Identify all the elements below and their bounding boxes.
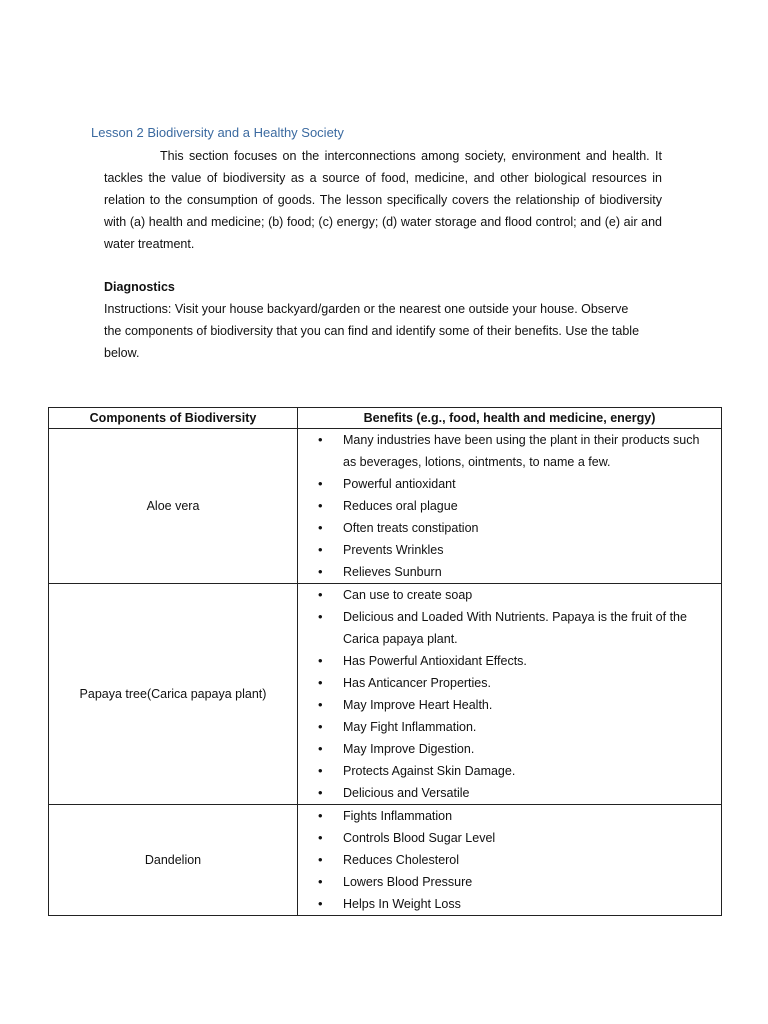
lesson-title: Lesson 2 Biodiversity and a Healthy Society	[91, 125, 344, 140]
benefits-list	[298, 584, 721, 804]
table-row	[49, 584, 722, 805]
benefit-item: • May Improve Digestion.	[298, 738, 721, 760]
component-cell: Dandelion	[49, 805, 298, 916]
benefit-item: • Can use to create soap	[298, 584, 721, 606]
benefit-item: • Has Anticancer Properties.	[298, 672, 721, 694]
component-cell: Aloe vera	[49, 429, 298, 584]
diagnostics-heading: Diagnostics	[104, 280, 175, 294]
diagnostics-instructions: Instructions: Visit your house backyard/garden or the nearest one outside your house. Observe the components of biodiversity that you can find and identify some of their benefits. Use the table below.	[104, 302, 640, 360]
intro-paragraph: This section focuses on the interconnections among society, environment and health. It tackles the value of biodiversity as a source of food, medicine, and other biological resources in relation to the consumption of goods. The lesson specifically covers the relationship of biodiversity with (a) health and medicine; (b) food; (c) energy; (d) water storage and flood control; and (e) air and water treatment.	[104, 149, 662, 251]
benefit-item: • Protects Against Skin Damage.	[298, 760, 721, 782]
biodiversity-table	[48, 407, 722, 916]
benefits-list	[298, 429, 721, 583]
benefit-item: • Relieves Sunburn	[298, 561, 721, 583]
benefits-cell	[298, 429, 722, 584]
benefit-item: • Fights Inflammation	[298, 805, 721, 827]
header-components: Components of Biodiversity	[49, 408, 298, 429]
benefit-item: • Prevents Wrinkles	[298, 539, 721, 561]
benefit-item: • Powerful antioxidant	[298, 473, 721, 495]
benefit-item: • Controls Blood Sugar Level	[298, 827, 721, 849]
table-row	[49, 805, 722, 916]
table-header-row	[49, 408, 722, 429]
benefit-item: • Reduces Cholesterol	[298, 849, 721, 871]
benefit-item: • Reduces oral plague	[298, 495, 721, 517]
benefits-cell	[298, 584, 722, 805]
benefit-item: • Has Powerful Antioxidant Effects.	[298, 650, 721, 672]
benefit-item: • May Fight Inflammation.	[298, 716, 721, 738]
benefit-item: • May Improve Heart Health.	[298, 694, 721, 716]
benefit-item: • Delicious and Loaded With Nutrients. Papaya is the fruit of the Carica papaya plant.	[298, 606, 721, 650]
header-benefits: Benefits (e.g., food, health and medicine, energy)	[298, 408, 722, 429]
benefit-item: • Delicious and Versatile	[298, 782, 721, 804]
benefit-item: • Lowers Blood Pressure	[298, 871, 721, 893]
benefits-list	[298, 805, 721, 915]
table-row	[49, 429, 722, 584]
benefit-item: • Often treats constipation	[298, 517, 721, 539]
component-cell: Papaya tree(Carica papaya plant)	[49, 584, 298, 805]
benefit-item: • Many industries have been using the plant in their products such as beverages, lotions, ointments, to name a few.	[298, 429, 721, 473]
benefits-cell	[298, 805, 722, 916]
benefit-item: • Helps In Weight Loss	[298, 893, 721, 915]
